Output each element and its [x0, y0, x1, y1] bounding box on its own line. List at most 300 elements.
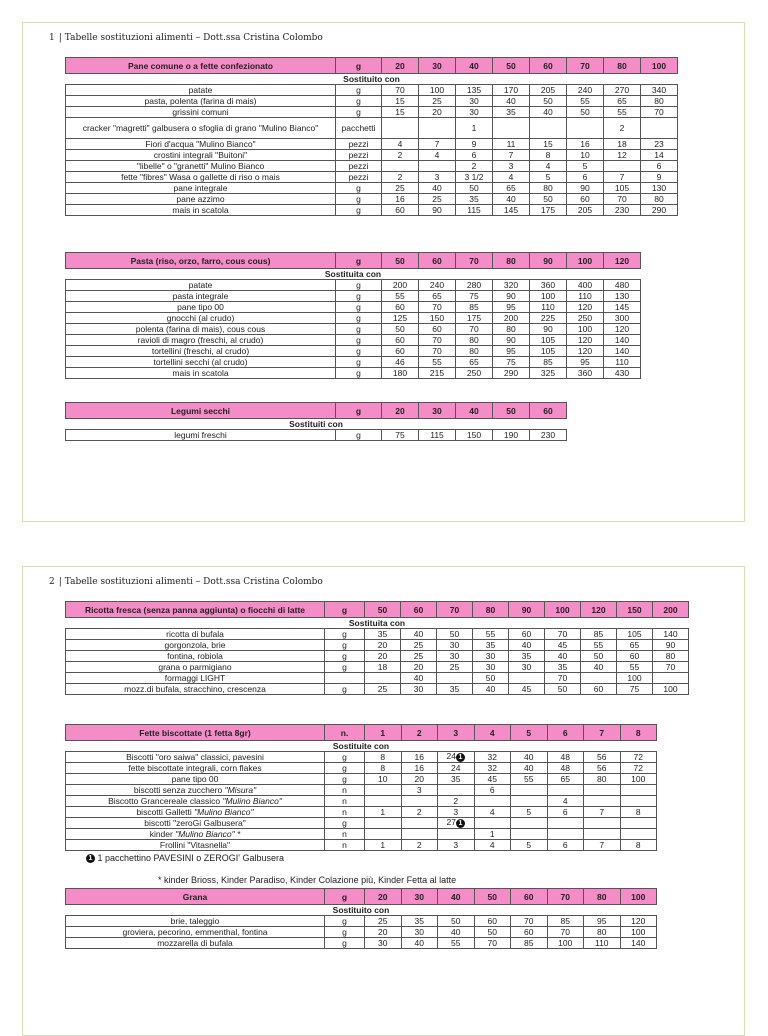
page-number: 1 [49, 33, 55, 43]
row-value-text: 270 [614, 84, 630, 95]
row-value [493, 172, 530, 183]
row-value-text: 100 [631, 926, 646, 937]
row-value [604, 172, 641, 183]
row-value-text: 45 [487, 773, 497, 784]
row-value-text: 80 [469, 345, 479, 356]
row-value-text: 1 [489, 828, 495, 839]
row-value-text: 40 [543, 106, 553, 117]
row-value [437, 629, 473, 640]
row-value-text: 24 [451, 762, 461, 773]
row-value-text: 65 [432, 290, 442, 301]
row-value [509, 651, 545, 662]
column-header: 80 [493, 253, 530, 269]
row-value-text: 50 [580, 106, 590, 117]
column-header: 60 [401, 602, 437, 618]
row-value [530, 430, 567, 441]
row-value-text: 45 [521, 683, 532, 694]
row-value-text: 20 [432, 106, 442, 117]
row-value [641, 172, 678, 183]
row-label-brand: "Misura" [224, 784, 257, 795]
row-value [419, 172, 456, 183]
row-value [547, 785, 584, 796]
row-value-text: 360 [577, 367, 593, 378]
row-value-text: 85 [469, 301, 479, 312]
row-value [493, 161, 530, 172]
row-value [456, 172, 493, 183]
row-value [584, 818, 621, 829]
row-value [365, 785, 402, 796]
row-value [382, 96, 419, 107]
row-value-text: 70 [395, 84, 405, 95]
row-value-text: 1 [471, 122, 477, 133]
row-unit: pezzi [336, 161, 382, 172]
row-value [509, 673, 545, 684]
row-value [438, 807, 475, 818]
table-row [66, 172, 678, 183]
row-value [641, 150, 678, 161]
row-label: legumi freschi [66, 430, 336, 441]
row-value [493, 205, 530, 216]
row-value [438, 840, 475, 851]
row-value [567, 291, 604, 302]
row-label: Fiori d'acqua "Mulino Bianco" [66, 139, 336, 150]
row-value-text: 120 [577, 345, 593, 356]
row-value [437, 673, 473, 684]
row-unit: n [325, 807, 365, 818]
row-unit: g [336, 368, 382, 379]
row-value [511, 829, 548, 840]
row-value-text: 55 [395, 290, 405, 301]
column-header: 7 [584, 725, 621, 741]
row-value-text: 30 [414, 926, 424, 937]
row-value [511, 774, 548, 785]
row-value [456, 291, 493, 302]
row-value-text: 2 [397, 149, 403, 160]
row-value [382, 346, 419, 357]
table-row [66, 291, 641, 302]
row-value [567, 194, 604, 205]
row-value [456, 357, 493, 368]
row-label: mozz.di bufala, stracchino, crescenza [66, 684, 325, 695]
row-value [530, 324, 567, 335]
row-label: tortellini (freschi, al crudo) [66, 346, 336, 357]
row-value-text: 16 [395, 193, 405, 204]
row-value-text: 7 [434, 138, 440, 149]
table-row [66, 807, 657, 818]
row-value [382, 430, 419, 441]
row-value-text: 16 [414, 762, 424, 773]
row-value [401, 640, 437, 651]
table-unit-header: g [325, 602, 365, 618]
row-value-text: 14 [654, 149, 664, 160]
row-value [604, 368, 641, 379]
column-header: 30 [419, 403, 456, 419]
row-value [419, 161, 456, 172]
table-row [66, 346, 641, 357]
row-value [617, 651, 653, 662]
table-header-row [66, 403, 567, 419]
row-value [567, 96, 604, 107]
table-row [66, 840, 657, 851]
row-value-text: 48 [560, 762, 570, 773]
column-header: 100 [641, 58, 678, 74]
row-value [474, 785, 511, 796]
row-value [620, 785, 657, 796]
row-value [493, 183, 530, 194]
row-value [419, 302, 456, 313]
row-value [511, 927, 548, 938]
column-header: 4 [474, 725, 511, 741]
column-header: 50 [493, 403, 530, 419]
row-value [511, 752, 548, 763]
row-value-text: 70 [617, 193, 627, 204]
row-value [382, 183, 419, 194]
row-value-text: 75 [469, 290, 479, 301]
row-value-text: 50 [449, 628, 460, 639]
row-unit: g [336, 430, 382, 441]
row-value-text: 105 [627, 628, 642, 639]
row-value-text: 400 [577, 279, 593, 290]
row-value-text: 60 [395, 345, 405, 356]
row-value-text: 60 [487, 915, 497, 926]
row-value [401, 662, 437, 673]
row-value [530, 172, 567, 183]
table-ricotta [65, 601, 689, 695]
row-value [401, 927, 438, 938]
row-unit: g [325, 938, 365, 949]
row-value-text: 95 [506, 345, 516, 356]
row-value-text: 25 [432, 193, 442, 204]
row-value-text: 56 [597, 751, 607, 762]
row-value-text: 8 [545, 149, 551, 160]
row-value [530, 205, 567, 216]
row-value-text: 6 [562, 806, 568, 817]
row-value-text: 95 [597, 915, 607, 926]
table-row [66, 763, 657, 774]
row-value-text: 100 [627, 672, 642, 683]
row-label: formaggi LIGHT [66, 673, 325, 684]
row-value [567, 280, 604, 291]
row-unit: g [336, 107, 382, 118]
row-value [604, 346, 641, 357]
row-value [530, 183, 567, 194]
row-value-text: 70 [557, 672, 568, 683]
table-row [66, 161, 678, 172]
row-value [511, 796, 548, 807]
row-value [382, 85, 419, 96]
row-value [604, 357, 641, 368]
row-value-text: 60 [521, 628, 532, 639]
row-value [509, 629, 545, 640]
row-label: tortellini secchi (al crudo) [66, 357, 336, 368]
row-value-text: 55 [593, 639, 604, 650]
row-value-text: 35 [557, 661, 568, 672]
row-value-text: 65 [629, 639, 640, 650]
row-unit: g [325, 651, 365, 662]
row-value [641, 183, 678, 194]
table-row [66, 107, 678, 118]
row-value [456, 150, 493, 161]
row-value-text: 32 [487, 762, 497, 773]
row-value-text: 35 [414, 915, 424, 926]
row-value [604, 107, 641, 118]
table-row [66, 313, 641, 324]
table-grana [65, 888, 657, 949]
row-unit: g [336, 346, 382, 357]
row-unit: g [336, 183, 382, 194]
row-value [567, 205, 604, 216]
row-value-text: 25 [449, 661, 460, 672]
row-value-text: 110 [615, 356, 629, 367]
table-row [66, 150, 678, 161]
row-value-text: 115 [467, 204, 481, 215]
row-value [438, 774, 475, 785]
column-header: 60 [419, 253, 456, 269]
row-value-text: 75 [506, 356, 516, 367]
row-value-text: 70 [654, 106, 664, 117]
table-row [66, 118, 678, 139]
row-value-text: 80 [469, 334, 479, 345]
row-value [365, 818, 402, 829]
row-value-text: 32 [487, 751, 497, 762]
row-value [547, 938, 584, 949]
row-value [401, 796, 438, 807]
row-label: mozzarella di bufala [66, 938, 325, 949]
row-value [382, 324, 419, 335]
row-value [493, 139, 530, 150]
row-value [493, 194, 530, 205]
row-unit: pacchetti [336, 118, 382, 139]
column-header: 6 [547, 725, 584, 741]
row-value [456, 335, 493, 346]
row-value-text: 85 [560, 915, 570, 926]
table-unit-header: g [336, 58, 382, 74]
column-header: 8 [620, 725, 657, 741]
row-value [509, 684, 545, 695]
row-value-text: 6 [582, 171, 588, 182]
row-value [567, 346, 604, 357]
row-value [617, 640, 653, 651]
row-value [437, 662, 473, 673]
row-value-text: 35 [506, 106, 516, 117]
row-value-text: 3 1/2 [464, 171, 484, 182]
row-value-text: 50 [451, 915, 461, 926]
row-value [493, 346, 530, 357]
table-pasta [65, 252, 641, 379]
row-value-text: 40 [524, 751, 534, 762]
row-value [620, 938, 657, 949]
row-value [620, 927, 657, 938]
row-unit: g [336, 291, 382, 302]
row-label: crostini integrali "Buitoni" [66, 150, 336, 161]
row-value-text: 70 [665, 661, 676, 672]
table-title: Pasta (riso, orzo, farro, cous cous) [66, 253, 336, 269]
table-subtitle-row [66, 741, 657, 752]
row-value [511, 763, 548, 774]
row-value [419, 368, 456, 379]
row-value [419, 85, 456, 96]
column-header: 40 [438, 889, 475, 905]
table-header-row [66, 725, 657, 741]
row-unit: g [336, 302, 382, 313]
row-value-text: 125 [392, 312, 408, 323]
table-row [66, 430, 567, 441]
table-row [66, 183, 678, 194]
row-value [419, 139, 456, 150]
row-unit [325, 673, 365, 684]
row-value [473, 673, 509, 684]
row-unit: n [325, 796, 365, 807]
row-value [438, 818, 475, 829]
row-value-text: 2 [471, 160, 477, 171]
row-value [474, 807, 511, 818]
table-subtitle: Sostituita con [324, 269, 382, 279]
row-value-text: 35 [451, 773, 461, 784]
row-value-text: 55 [524, 773, 534, 784]
row-value [584, 927, 621, 938]
column-header: 60 [530, 58, 567, 74]
table-subtitle-row [66, 618, 689, 629]
row-value-text: 325 [540, 367, 556, 378]
row-value [401, 818, 438, 829]
row-value [419, 430, 456, 441]
row-value-text: 70 [432, 334, 442, 345]
row-unit: g [336, 205, 382, 216]
row-value [617, 673, 653, 684]
row-value [530, 150, 567, 161]
row-value-text: 150 [466, 429, 482, 440]
column-header: 5 [511, 725, 548, 741]
row-label: pasta integrale [66, 291, 336, 302]
row-value-text: 5 [526, 806, 532, 817]
row-value [547, 927, 584, 938]
row-value-text: 25 [432, 95, 442, 106]
row-value-text: 70 [557, 628, 568, 639]
row-value [401, 807, 438, 818]
row-value-text: 7 [599, 839, 605, 850]
table-subtitle-row [66, 74, 678, 85]
row-value [547, 752, 584, 763]
row-value [456, 183, 493, 194]
table-row [66, 774, 657, 785]
row-value [419, 291, 456, 302]
row-value [530, 291, 567, 302]
row-value-text: 80 [543, 182, 553, 193]
row-value-text: 30 [469, 106, 479, 117]
row-value [493, 291, 530, 302]
row-value-text: 50 [485, 672, 496, 683]
row-value [620, 840, 657, 851]
row-value [511, 807, 548, 818]
row-value-text: 60 [629, 650, 640, 661]
row-value-text: 16 [580, 138, 590, 149]
row-value [530, 96, 567, 107]
row-value-text: 30 [521, 661, 532, 672]
row-value-text: 130 [614, 290, 630, 301]
column-header: 50 [493, 58, 530, 74]
row-value [401, 763, 438, 774]
row-value [493, 150, 530, 161]
row-value [382, 172, 419, 183]
table-unit-header: g [325, 889, 365, 905]
row-value-text: 25 [395, 182, 405, 193]
row-value [545, 640, 581, 651]
row-unit: g [336, 85, 382, 96]
row-unit: g [336, 280, 382, 291]
row-value [419, 324, 456, 335]
row-value [530, 107, 567, 118]
row-value [620, 796, 657, 807]
column-header: 200 [653, 602, 689, 618]
row-unit: g [325, 818, 365, 829]
row-value-text: 80 [597, 773, 607, 784]
row-label: patate [66, 280, 336, 291]
row-value [530, 335, 567, 346]
row-value [365, 684, 401, 695]
table-row [66, 684, 689, 695]
row-value-text: 2 [619, 122, 625, 133]
row-value-text: 50 [395, 323, 405, 334]
row-value-text: 290 [651, 204, 667, 215]
row-value [547, 807, 584, 818]
row-value-text: 90 [506, 334, 516, 345]
row-value-text: 40 [593, 661, 604, 672]
row-value-text: 100 [429, 84, 445, 95]
table-subtitle-row [66, 419, 567, 430]
row-value [437, 640, 473, 651]
row-value-text: 3 [453, 806, 459, 817]
row-value-text: 290 [503, 367, 519, 378]
row-value-text: 360 [540, 279, 556, 290]
row-value [567, 368, 604, 379]
row-value [474, 840, 511, 851]
row-value-text: 105 [540, 345, 556, 356]
row-value-text: 15 [395, 106, 405, 117]
row-unit: g [325, 662, 365, 673]
row-value-text: 90 [432, 204, 442, 215]
row-value-text: 230 [540, 429, 556, 440]
row-value [584, 796, 621, 807]
row-value [584, 916, 621, 927]
row-value [365, 807, 402, 818]
table-row [66, 916, 657, 927]
row-value [547, 796, 584, 807]
row-value [365, 673, 401, 684]
row-value-text: 480 [614, 279, 630, 290]
row-value-text: 50 [487, 926, 497, 937]
table-subtitle-row [66, 905, 657, 916]
column-header: 90 [509, 602, 545, 618]
row-value [604, 335, 641, 346]
row-value-text: 80 [597, 926, 607, 937]
column-header: 3 [438, 725, 475, 741]
row-value [545, 651, 581, 662]
row-value [581, 662, 617, 673]
row-value [545, 673, 581, 684]
row-value [456, 194, 493, 205]
row-value-text: 7 [619, 171, 625, 182]
row-value [401, 785, 438, 796]
row-value [641, 96, 678, 107]
row-value-text: 115 [430, 429, 444, 440]
row-value [456, 118, 493, 139]
row-value-text: 80 [654, 95, 664, 106]
row-label: grana o parmigiano [66, 662, 325, 673]
row-value-text: 1 [380, 839, 386, 850]
row-unit: g [325, 916, 365, 927]
row-value-text: 8 [380, 762, 386, 773]
row-value [438, 938, 475, 949]
